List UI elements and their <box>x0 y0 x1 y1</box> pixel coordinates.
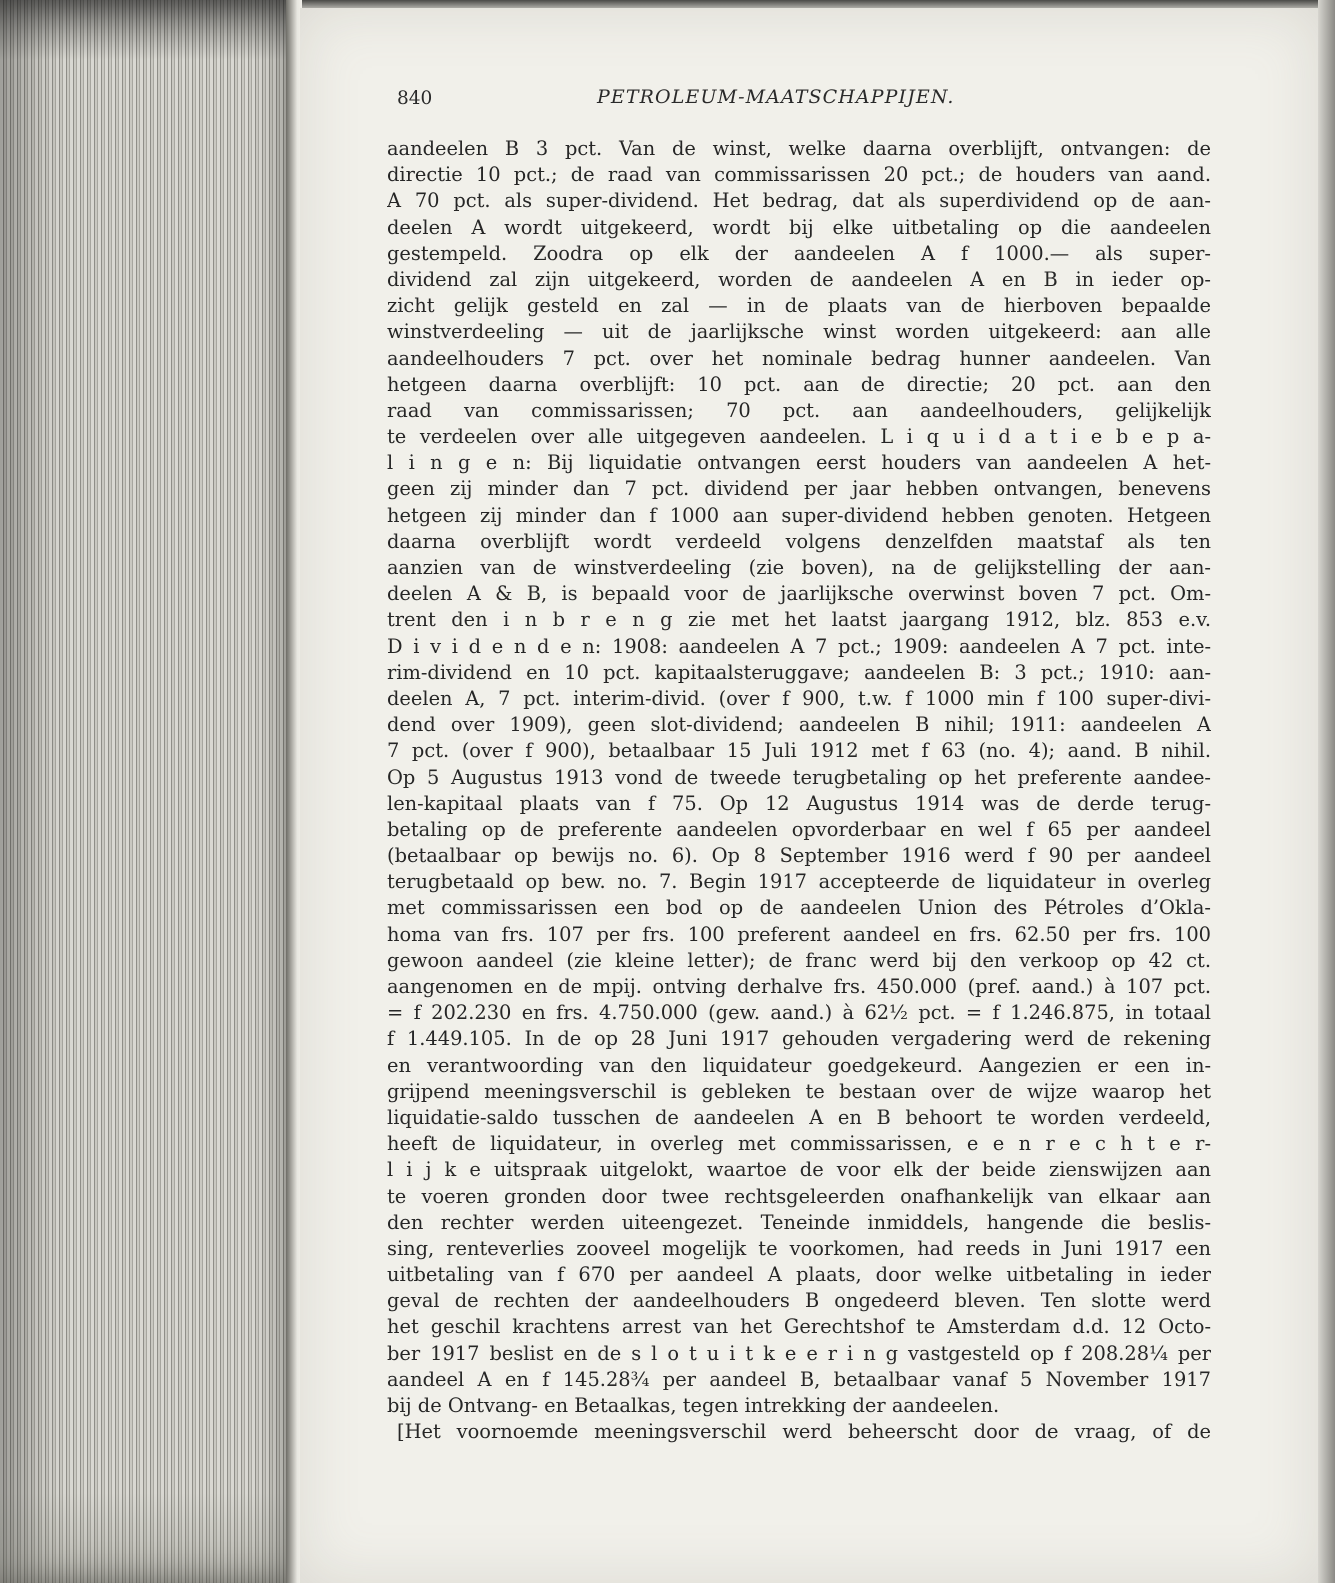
text-line: aanzien van de winstverdeeling (zie boven), na de gelijkstelling der aan- <box>387 556 1211 579</box>
text-line: homa van frs. 107 per frs. 100 preferent aandeel en frs. 62.50 per frs. 100 <box>387 922 1211 946</box>
text-line: hetgeen zij minder dan f 1000 aan super-dividend hebben genoten. Hetgeen <box>387 503 1211 527</box>
text-line: l i j k e uitspraak uitgelokt, waartoe de voor elk der beide zienswijzen aan <box>387 1158 1211 1182</box>
text-line: l i n g e n: Bij liquidatie ontvangen eerst houders van aandeelen A het- <box>387 451 1211 475</box>
text-line: deelen A & B, is bepaald voor de jaarlijksche overwinst boven 7 pct. Om- <box>387 582 1211 606</box>
text-line: den rechter werden uiteengezet. Teneinde inmiddels, hangende die beslis- <box>387 1210 1211 1234</box>
text-line: raad van commissarissen; 70 pct. aan aandeelhouders, gelijkelijk <box>387 398 1211 422</box>
text-line: te voeren gronden door twee rechtsgeleerden onafhankelijk van elkaar aan <box>387 1184 1211 1208</box>
text-line: gestempeld. Zoodra op elk der aandeelen A f 1000.— als super- <box>387 241 1211 265</box>
text-line: sing, renteverlies zooveel mogelijk te voorkomen, had reeds in Juni 1917 een <box>387 1236 1211 1260</box>
running-head <box>397 86 1217 116</box>
text-line: aandeelhouders 7 pct. over het nominale bedrag hunner aandeelen. Van <box>387 346 1211 370</box>
text-line: Op 5 Augustus 1913 vond de tweede terugbetaling op het preferente aandee- <box>387 765 1211 789</box>
text-line: en verantwoording van den liquidateur goedgekeurd. Aangezien er een in- <box>387 1053 1211 1077</box>
text-line: 7 pct. (over f 900), betaalbaar 15 Juli 1912 met f 63 (no. 4); aand. B nihil. <box>387 739 1211 763</box>
text-line: hetgeen daarna overblijft: 10 pct. aan de directie; 20 pct. aan den <box>387 372 1211 396</box>
text-line: A 70 pct. als super-dividend. Het bedrag, dat als superdividend op de aan- <box>387 189 1211 213</box>
text-line: bij de Ontvang- en Betaalkas, tegen intrekking der aandeelen. <box>387 1394 1000 1417</box>
text-line: aandeelen B 3 pct. Van de winst, welke daarna overblijft, ontvangen: de <box>387 137 1211 160</box>
text-line: dend over 1909), geen slot-dividend; aandeelen B nihil; 1911: aandeelen A <box>387 713 1211 737</box>
text-line: [Het voornoemde meeningsverschil werd beheerscht door de vraag, of de <box>397 1420 1211 1444</box>
text-line: directie 10 pct.; de raad van commissarissen 20 pct.; de houders van aand. <box>387 163 1211 187</box>
text-line: D i v i d e n d e n: 1908: aandeelen A 7 pct.; 1909: aandeelen A 7 pct. inte- <box>387 634 1211 658</box>
text-line: len-kapitaal plaats van f 75. Op 12 Augustus 1914 was de derde terug- <box>387 791 1211 815</box>
text-line: rim-dividend en 10 pct. kapitaalsteruggave; aandeelen B: 3 pct.; 1910: aan- <box>387 660 1211 684</box>
text-line: liquidatie-saldo tusschen de aandeelen A en B behoort te worden verdeeld, <box>387 1105 1211 1129</box>
text-line: f 1.449.105. In de op 28 Juni 1917 gehouden vergadering werd de rekening <box>387 1027 1211 1051</box>
page-right-edge <box>1318 0 1335 1583</box>
text-line: uitbetaling van f 670 per aandeel A plaats, door welke uitbetaling in ieder <box>387 1263 1211 1287</box>
text-line: trent den i n b r e n g zie met het laatst jaargang 1912, blz. 853 e.v. <box>387 608 1211 632</box>
text-line: deelen A wordt uitgekeerd, wordt bij elke uitbetaling op die aandeelen <box>387 215 1211 239</box>
text-line: te verdeelen over alle uitgegeven aandeelen. L i q u i d a t i e b e p a- <box>387 425 1211 449</box>
text-line: daarna overblijft wordt verdeeld volgens denzelfden maatstaf als ten <box>387 529 1211 553</box>
body-text <box>387 136 1211 1445</box>
text-line: winstverdeeling — uit de jaarlijksche winst worden uitgekeerd: aan alle <box>387 320 1211 344</box>
stacked-page-edges <box>0 0 300 1583</box>
page-number: 840 <box>397 88 433 109</box>
text-line: deelen A, 7 pct. interim-divid. (over f 900, t.w. f 1000 min f 100 super-divi- <box>387 686 1211 710</box>
text-line: geen zij minder dan 7 pct. dividend per jaar hebben ontvangen, benevens <box>387 477 1211 501</box>
text-line: (betaalbaar op bewijs no. 6). Op 8 September 1916 werd f 90 per aandeel <box>387 844 1211 868</box>
text-line: het geschil krachtens arrest van het Gerechtshof te Amsterdam d.d. 12 Octo- <box>387 1315 1211 1339</box>
text-line: ber 1917 beslist en de s l o t u i t k e e r i n g vastgesteld op f 208.28¼ per <box>387 1341 1211 1365</box>
page-title: PETROLEUM-MAATSCHAPPIJEN. <box>597 86 955 108</box>
text-line: betaling op de preferente aandeelen opvorderbaar en wel f 65 per aandeel <box>387 817 1211 841</box>
text-line: aandeel A en f 145.28¾ per aandeel B, betaalbaar vanaf 5 November 1917 <box>387 1367 1211 1391</box>
text-line: zicht gelijk gesteld en zal — in de plaats van de hierboven bepaalde <box>387 294 1211 318</box>
text-line: grijpend meeningsverschil is gebleken te bestaan over de wijze waarop het <box>387 1079 1211 1103</box>
text-line: = f 202.230 en frs. 4.750.000 (gew. aand.) à 62½ pct. = f 1.246.875, in totaal <box>387 1001 1211 1025</box>
text-line: aangenomen en de mpij. ontving derhalve frs. 450.000 (pref. aand.) à 107 pct. <box>387 975 1211 998</box>
text-line: gewoon aandeel (zie kleine letter); de franc werd bij den verkoop op 42 ct. <box>387 948 1211 972</box>
text-line: geval de rechten der aandeelhouders B ongedeerd bleven. Ten slotte werd <box>387 1289 1211 1313</box>
text-line: dividend zal zijn uitgekeerd, worden de aandeelen A en B in ieder op- <box>387 267 1211 291</box>
text-line: heeft de liquidateur, in overleg met commissarissen, e e n r e c h t e r- <box>387 1132 1211 1156</box>
text-line: terugbetaald op bew. no. 7. Begin 1917 accepteerde de liquidateur in overleg <box>387 870 1211 894</box>
text-line: met commissarissen een bod op de aandeelen Union des Pétroles d’Okla- <box>387 896 1211 920</box>
